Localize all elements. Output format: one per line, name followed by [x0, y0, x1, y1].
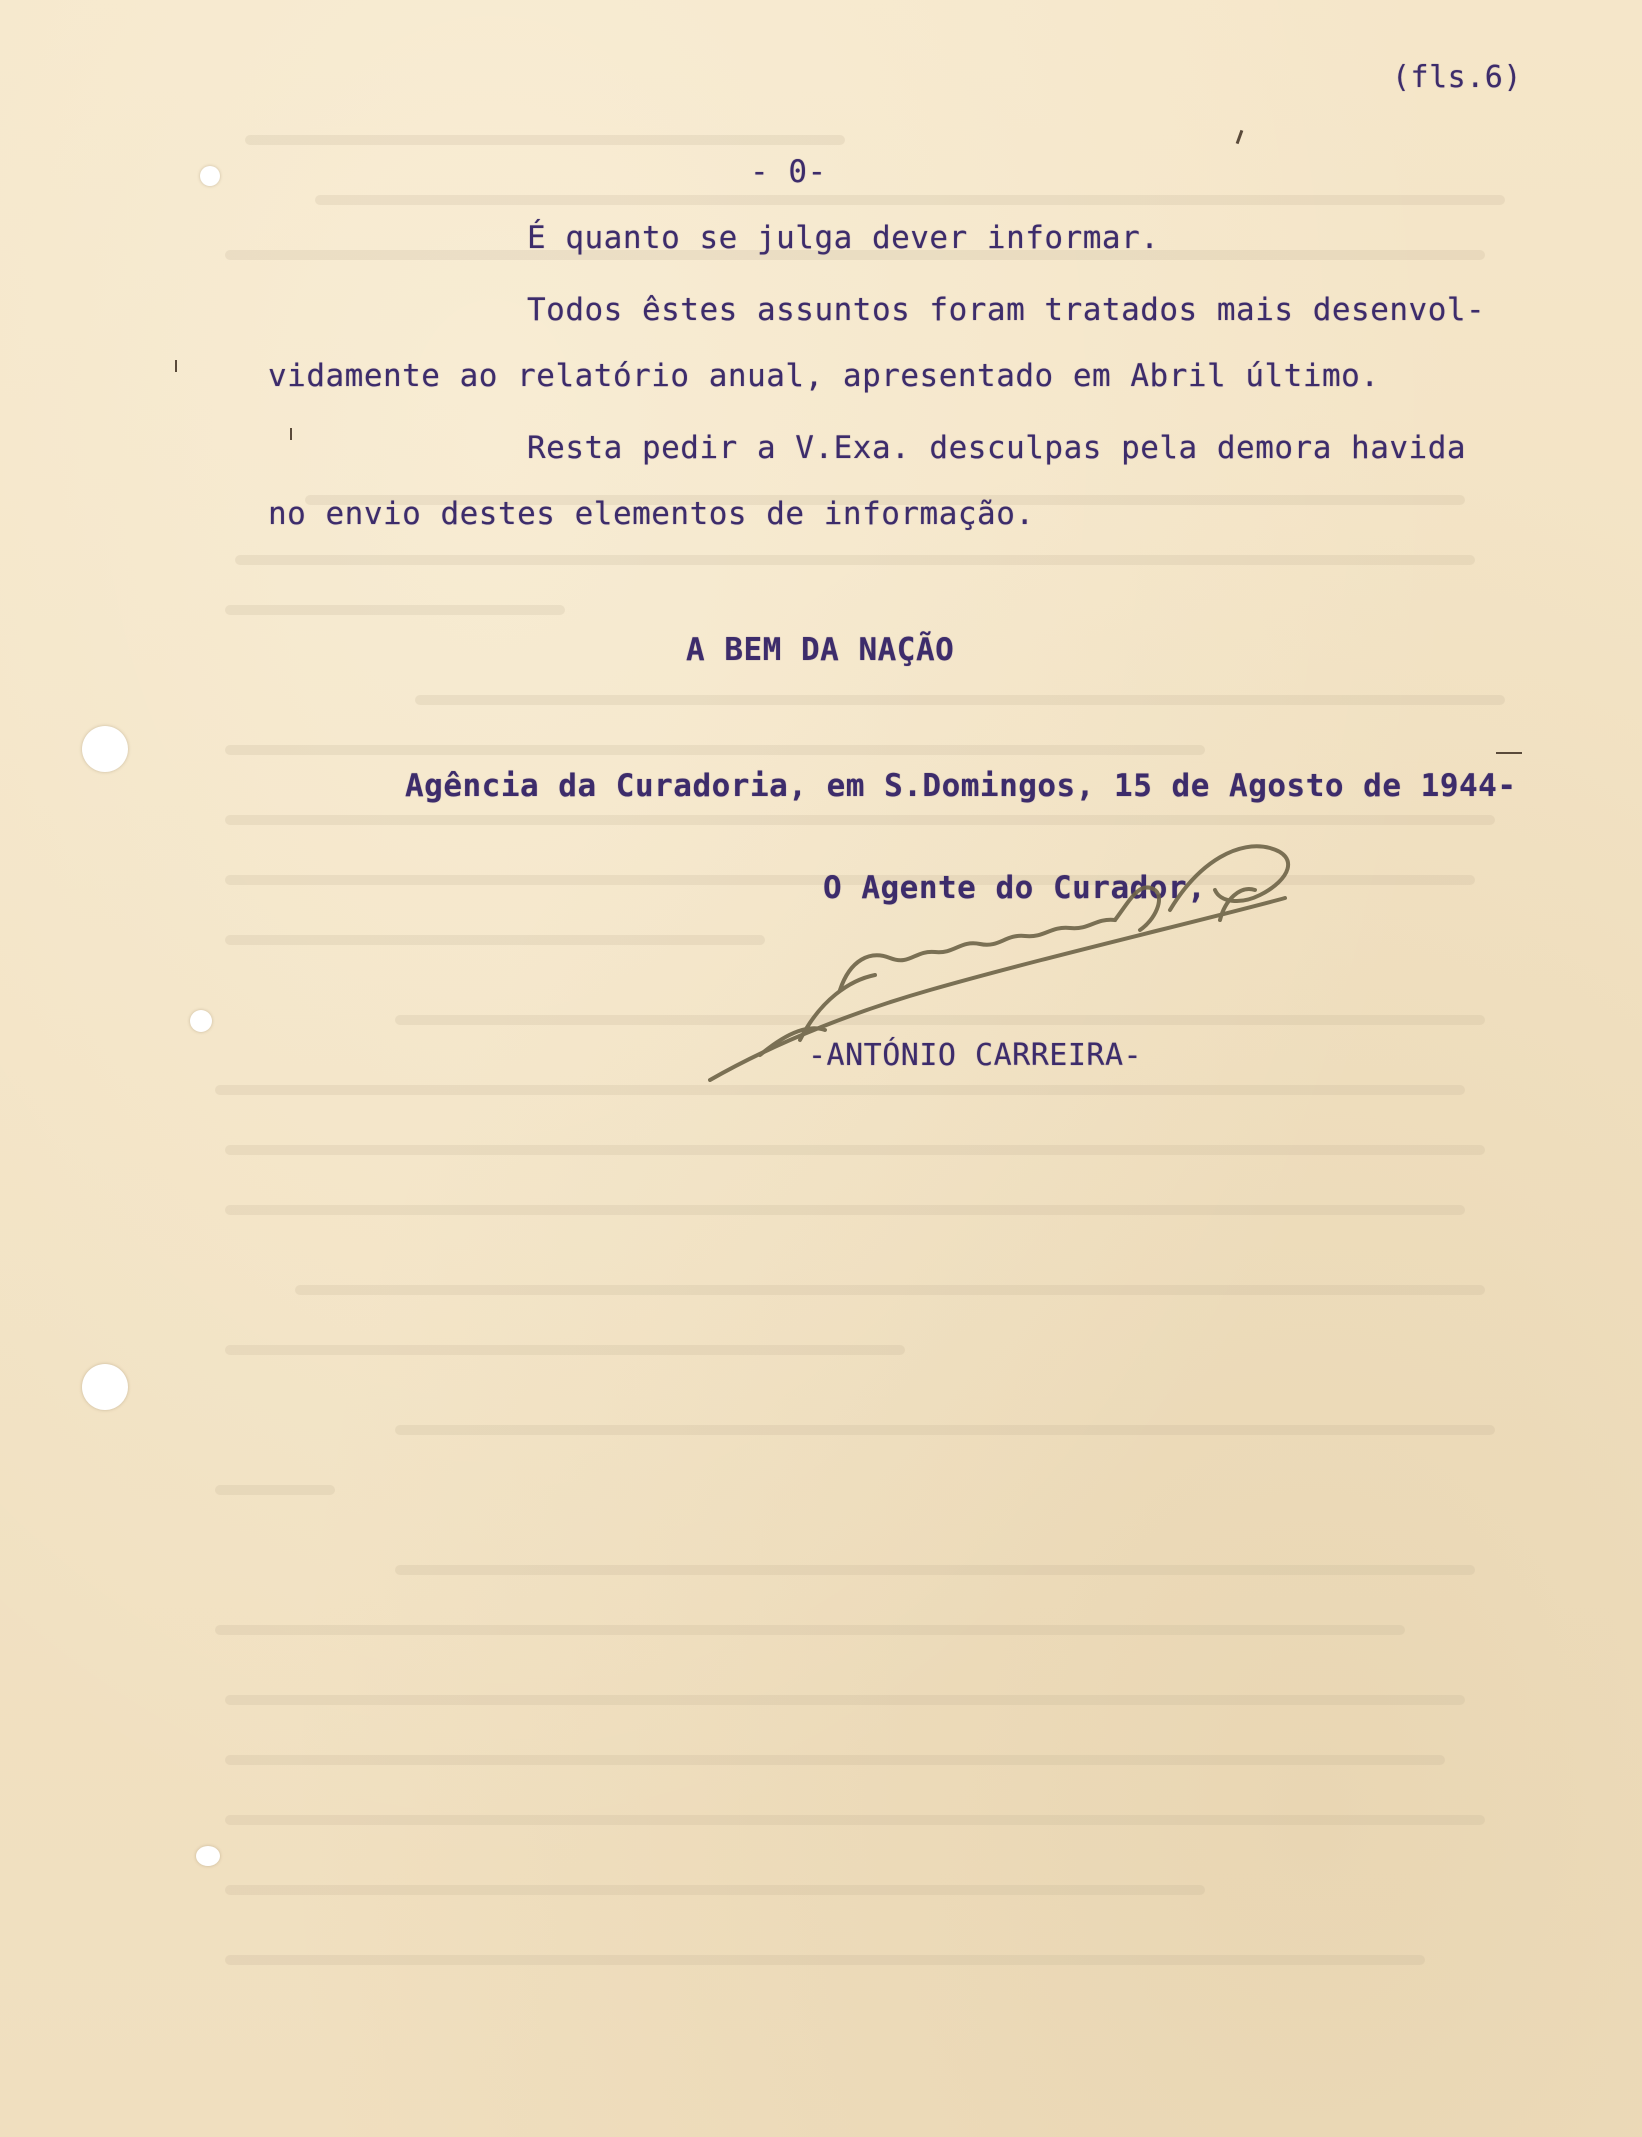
signatory-name: -ANTÓNIO CARREIRA-: [808, 1038, 1143, 1073]
paragraph-3-line-2: no envio destes elementos de informação.: [268, 496, 1035, 532]
punch-hole-upper: [82, 726, 128, 772]
place-and-date: Agência da Curadoria, em S.Domingos, 15 de Agosto de 1944-: [405, 768, 1517, 804]
punch-hole-bottom: [196, 1846, 220, 1866]
punch-hole-middle: [190, 1010, 212, 1032]
stray-mark: [1496, 752, 1522, 754]
stray-mark: [1236, 130, 1244, 144]
stray-mark: [290, 428, 292, 440]
paragraph-2-line-1: Todos êstes assuntos foram tratados mais desenvol-: [527, 292, 1486, 328]
punch-hole-top: [200, 166, 220, 186]
paragraph-1: É quanto se julga dever informar.: [527, 220, 1160, 256]
motto: A BEM DA NAÇÃO: [686, 632, 955, 668]
punch-hole-lower: [82, 1364, 128, 1410]
paragraph-3-line-1: Resta pedir a V.Exa. desculpas pela demora havida: [527, 430, 1467, 466]
closing-title: O Agente do Curador,: [823, 870, 1207, 906]
section-separator: - 0-: [750, 154, 827, 190]
paragraph-2-line-2: vidamente ao relatório anual, apresentado em Abril último.: [268, 358, 1380, 394]
folio-number: (fls.6): [1392, 60, 1522, 95]
stray-mark: [175, 360, 177, 372]
